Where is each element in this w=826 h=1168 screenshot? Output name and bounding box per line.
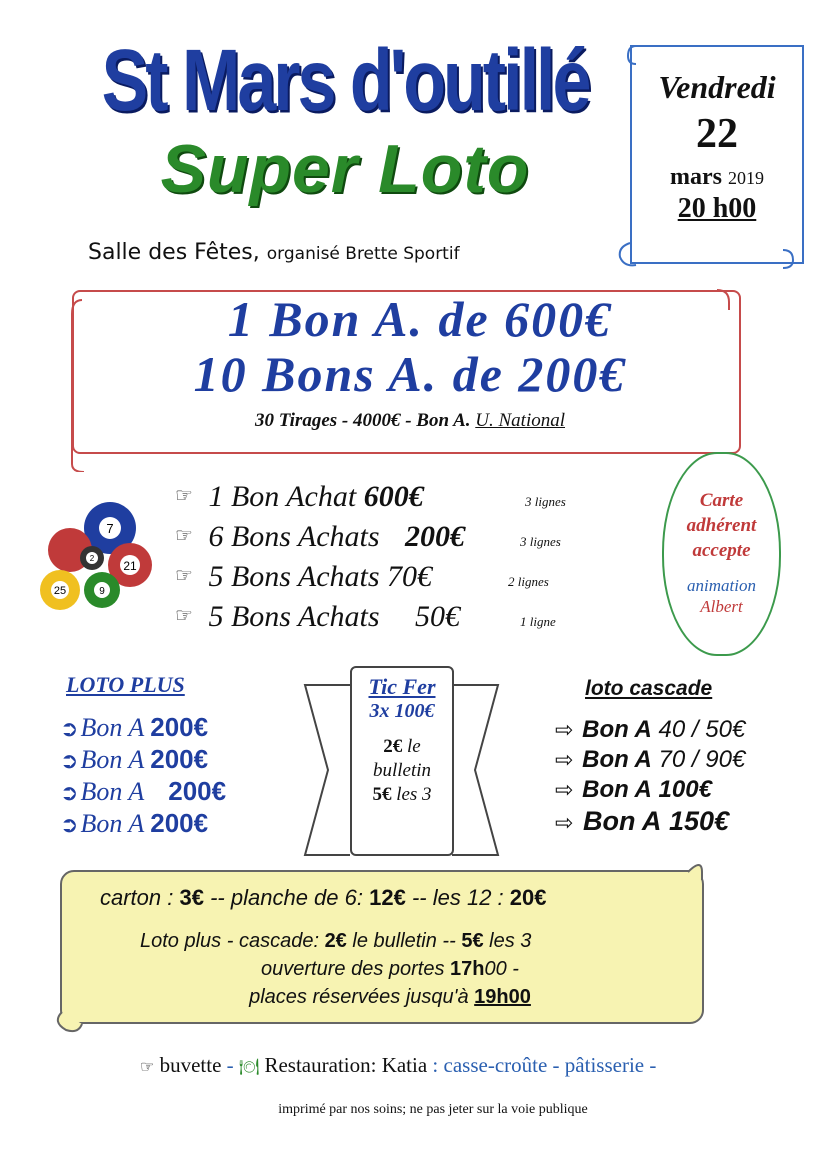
bon-note: 2 lignes — [508, 574, 549, 589]
loto-plus-item — [60, 808, 226, 840]
douze-price: 20€ — [509, 885, 547, 910]
arrow-right-icon: ⇨ — [555, 810, 574, 835]
bon-row-3 — [175, 560, 615, 600]
imprint-note: imprimé par nos soins; ne pas jeter sur la voie publique — [278, 1102, 588, 1117]
restauration: Restauration: Katia — [264, 1053, 428, 1077]
patisserie: pâtisserie - — [564, 1053, 657, 1077]
pricing-line-1 — [100, 885, 700, 911]
tic-fer-price1: 2€ — [383, 736, 403, 757]
arrow-right-icon: ➲ — [60, 716, 79, 741]
lp-end: les 3 — [489, 930, 532, 952]
prize-main-1: 1 Bon A. de 600€ — [227, 291, 613, 347]
loto-plus-item — [60, 744, 226, 776]
item-label: Bon A — [582, 806, 662, 836]
lp-label: Loto plus - cascade: — [140, 930, 319, 952]
plate-icon: 🍽 — [238, 1059, 260, 1076]
buvette: buvette — [159, 1053, 222, 1077]
venue-name: Salle des Fêtes, — [88, 240, 260, 265]
planche-price: 12€ — [369, 885, 406, 910]
arrow-right-icon: ⇨ — [555, 717, 574, 742]
bon-amount: 50€ — [415, 600, 461, 633]
item-label: Bon A — [582, 776, 652, 803]
item-label: Bon A — [80, 777, 144, 806]
carton-price: 3€ — [179, 885, 204, 910]
footer-line — [140, 1053, 780, 1078]
item-amount: 200€ — [168, 776, 227, 806]
arrow-right-icon: ⇨ — [555, 747, 574, 772]
prize-subtitle — [200, 410, 620, 432]
date-weekday: Vendredi — [658, 69, 776, 105]
tic-fer-body — [352, 735, 452, 807]
ball-number-3: 25 — [53, 585, 67, 597]
date-scroll-curls — [608, 38, 808, 273]
item-label: Bon A — [582, 716, 652, 743]
item-amount: 200€ — [150, 808, 209, 838]
hand-pointing-icon: ☞ — [175, 605, 193, 627]
item-amount: 40 / 50€ — [658, 716, 746, 743]
lp-mid: le bulletin -- — [352, 930, 456, 952]
carte-line-3: accepte — [692, 540, 751, 561]
tic-fer-price2-text: les 3 — [396, 784, 432, 805]
prize-sub-bold: 30 Tirages - 4000€ - Bon A. — [255, 410, 471, 431]
reserved-label: places réservées jusqu'à — [249, 986, 469, 1008]
item-amount: 100€ — [658, 776, 712, 803]
loto-plus-item — [60, 712, 226, 744]
open-label: ouverture des portes — [261, 958, 445, 980]
tic-fer-title: Tic Fer — [368, 674, 436, 699]
lp-price2: 5€ — [461, 930, 484, 952]
carte-adherent-oval — [662, 452, 781, 656]
item-amount: 200€ — [150, 744, 209, 774]
date-time: 20 h00 — [677, 193, 757, 224]
prize-main-2: 10 Bons A. de 200€ — [193, 346, 627, 402]
bon-note: 1 ligne — [520, 614, 556, 629]
bons-list — [175, 480, 615, 640]
ball-number-4: 9 — [99, 586, 105, 597]
footer-colon: : — [432, 1053, 439, 1077]
item-amount: 200€ — [150, 712, 209, 742]
loto-plus-item — [60, 776, 226, 808]
ball-number-1: 7 — [106, 521, 114, 536]
planche-label: -- planche de 6: — [210, 885, 363, 910]
ball-number-5: 2 — [89, 554, 95, 563]
carte-line-1: Carte — [699, 490, 744, 511]
bon-note: 3 lignes — [525, 494, 566, 509]
tic-fer-price1-text2: bulletin — [372, 760, 432, 781]
item-amount: 150€ — [668, 806, 730, 836]
bon-row-2 — [175, 520, 615, 560]
bon-label: 5 Bons Achats — [208, 560, 380, 593]
footer-dash-1: - — [226, 1053, 234, 1077]
carte-text — [664, 488, 779, 563]
item-label: Bon A — [80, 745, 144, 774]
cascade-item — [555, 746, 745, 776]
hand-pointing-icon: ☞ — [175, 525, 193, 547]
carte-line-4: animation — [687, 576, 756, 595]
item-label: Bon A — [80, 713, 144, 742]
item-label: Bon A — [582, 746, 652, 773]
town-title: St Mars d'outillé — [101, 31, 589, 129]
bon-note: 3 lignes — [520, 534, 561, 549]
douze-label: -- les 12 : — [411, 885, 504, 910]
cascade-item — [555, 806, 745, 836]
bon-row-1 — [175, 480, 615, 520]
lp-price1: 2€ — [324, 930, 347, 952]
hand-pointing-icon: ☞ — [140, 1059, 155, 1076]
pricing-line-3 — [80, 958, 700, 981]
organizer: organisé Brette Sportif — [266, 244, 460, 264]
date-day: 22 — [696, 111, 738, 157]
item-label: Bon A — [80, 809, 144, 838]
hand-pointing-icon: ☞ — [175, 565, 193, 587]
venue-line — [88, 240, 460, 265]
carton-label: carton : — [100, 885, 174, 910]
arrow-right-icon: ⇨ — [555, 777, 574, 802]
carte-line-5: Albert — [700, 597, 743, 616]
reserved-time: 19h00 — [474, 986, 531, 1008]
cascade-item — [555, 716, 745, 746]
date-year: 2019 — [727, 168, 764, 188]
casse-croute: casse-croûte — [443, 1053, 548, 1077]
arrow-right-icon: ➲ — [60, 812, 79, 837]
tic-fer-price1-text: le — [407, 736, 421, 757]
loto-cascade-list — [555, 716, 745, 836]
bon-amount: 200€ — [405, 520, 466, 553]
open-time: 17h — [450, 958, 485, 980]
bon-amount: 600€ — [363, 480, 424, 513]
prize-sub-underlined: U. National — [475, 410, 565, 431]
bon-label: 5 Bons Achats — [208, 600, 380, 633]
bon-row-4 — [175, 600, 615, 640]
tic-fer-sub: 3x 100€ — [369, 700, 435, 722]
arrow-right-icon: ➲ — [60, 748, 79, 773]
pricing-line-4 — [80, 986, 700, 1009]
event-title: Super Loto — [160, 131, 530, 207]
item-amount: 70 / 90€ — [658, 746, 746, 773]
loto-plus-title: LOTO PLUS — [66, 672, 185, 697]
bon-label: 6 Bons Achats — [208, 520, 380, 553]
pricing-line-2 — [140, 930, 700, 953]
loto-cascade-title: loto cascade — [585, 677, 713, 700]
date-month-label: mars — [670, 164, 722, 190]
tic-fer-price2: 5€ — [372, 784, 392, 805]
bon-label: 1 Bon Achat — [208, 480, 357, 513]
arrow-right-icon: ➲ — [60, 780, 79, 805]
tic-fer-banner — [350, 666, 454, 856]
footer-dash-2: - — [552, 1053, 560, 1077]
ball-number-2: 21 — [123, 559, 137, 573]
lottery-balls-icon — [30, 490, 160, 620]
loto-plus-list — [60, 712, 226, 840]
cascade-item — [555, 776, 745, 806]
open-time-small: 00 - — [484, 958, 519, 980]
hand-pointing-icon: ☞ — [175, 485, 193, 507]
bon-amount: 70€ — [387, 560, 433, 593]
carte-line-2: adhérent — [686, 515, 757, 536]
animation-text — [664, 575, 779, 617]
